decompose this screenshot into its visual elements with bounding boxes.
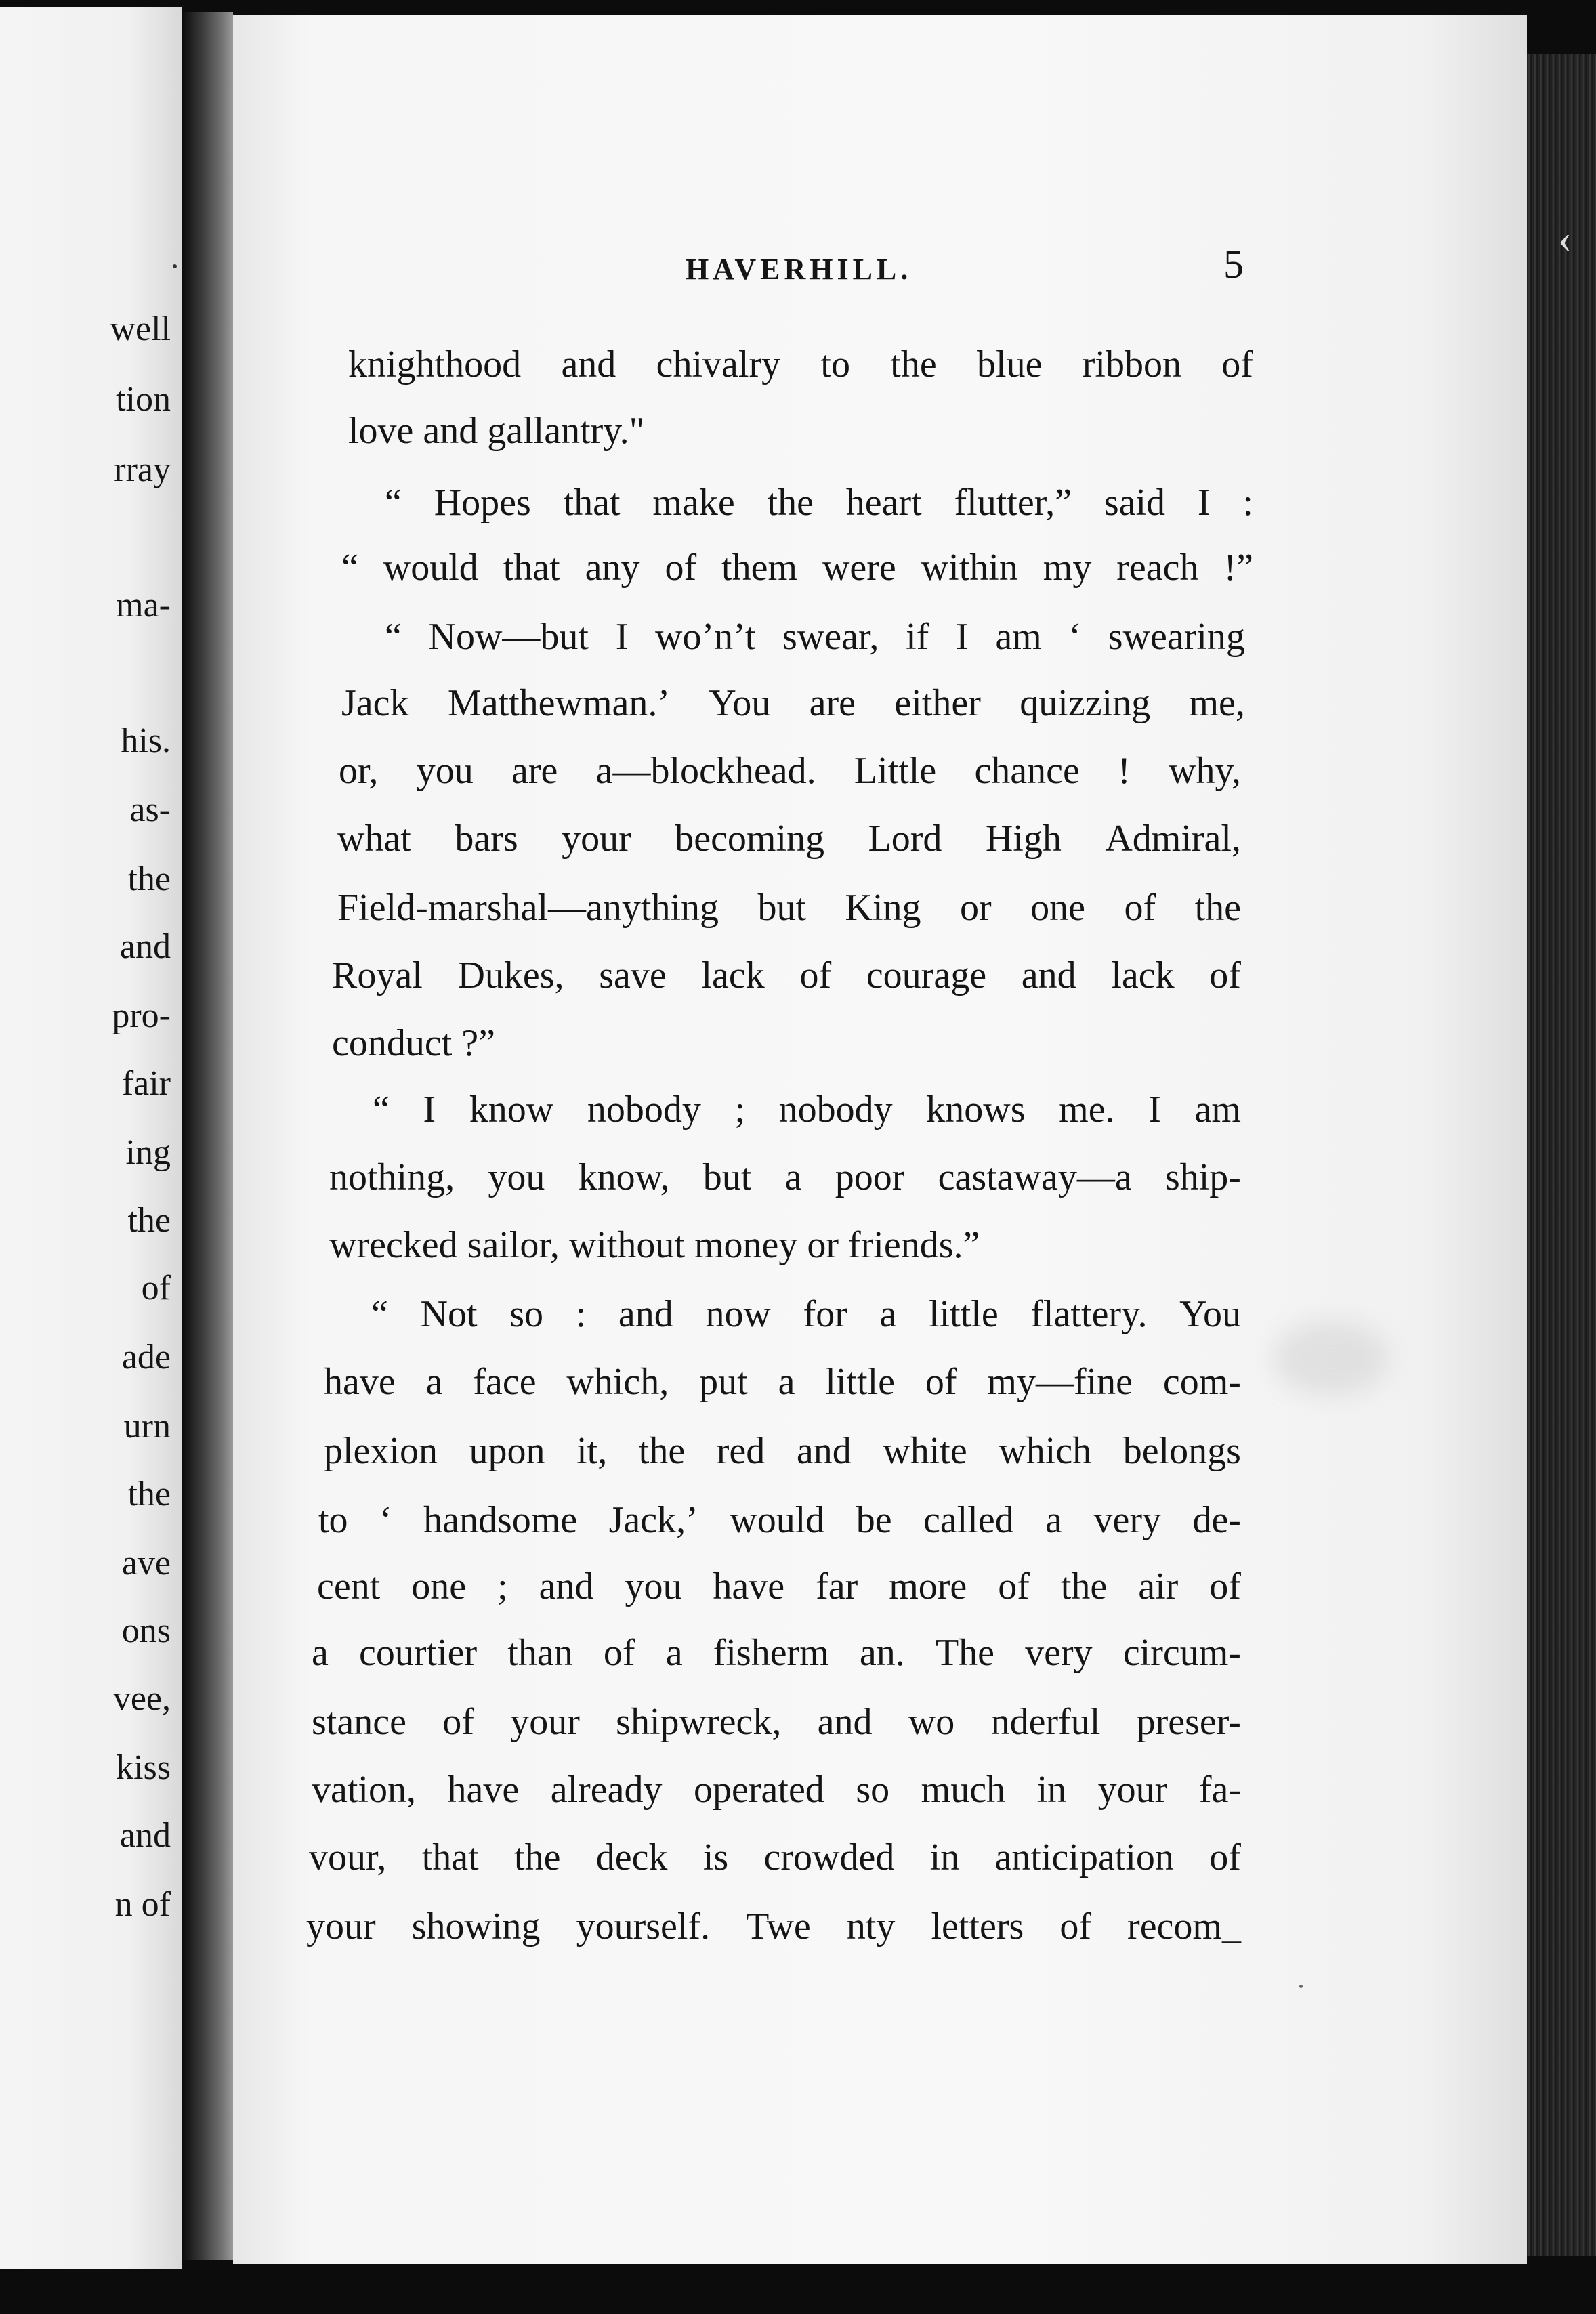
text-line: knighthood and chivalry to the blue ribbon of — [348, 343, 1253, 385]
left-page-fragment: ma- — [116, 586, 171, 625]
text-line: love and gallantry." — [348, 410, 645, 452]
text-line: conduct ?” — [332, 1022, 495, 1064]
text-line: Royal Dukes, save lack of courage and lack of — [332, 954, 1241, 996]
text-line: “ Not so : and now for a little flattery. You — [371, 1293, 1241, 1335]
left-page-fragment: kiss — [116, 1748, 171, 1787]
left-page-fragment: fair — [121, 1064, 171, 1103]
ink-speck — [1299, 1985, 1303, 1988]
left-page-fragment: as- — [129, 791, 171, 829]
text-line: “ I know nobody ; nobody knows me. I am — [373, 1089, 1241, 1131]
left-page-fragment: the — [127, 1475, 171, 1513]
text-line: nothing, you know, but a poor castaway—a ship- — [329, 1156, 1241, 1198]
text-line: Jack Matthewman.’ You are either quizzing me, — [341, 682, 1245, 724]
text-line: “ Now—but I wo’n’t swear, if I am ‘ swearing — [385, 616, 1245, 658]
text-line: vour, that the deck is crowded in anticipation of — [309, 1836, 1241, 1878]
left-page-fragment: vee, — [112, 1679, 171, 1718]
text-line: Field-marshal—anything but King or one of the — [337, 887, 1241, 929]
text-line: stance of your shipwreck, and wo nderful preser- — [312, 1701, 1241, 1743]
text-line: your showing yourself. Twe nty letters of recom_ — [306, 1906, 1241, 1948]
left-page-fragment: tion — [116, 380, 171, 419]
left-page-fragment: ons — [121, 1612, 171, 1650]
left-page-fragment: n of — [114, 1885, 171, 1924]
text-line: plexion upon it, the red and white which belongs — [324, 1430, 1241, 1472]
text-line: vation, have already operated so much in your fa- — [312, 1769, 1241, 1811]
left-page-fragment: the — [127, 1201, 171, 1240]
left-page-fragment: urn — [123, 1407, 171, 1446]
text-line: “ Hopes that make the heart flutter,” said I : — [385, 482, 1253, 524]
text-line: have a face which, put a little of my—fine com- — [324, 1361, 1241, 1403]
page-number: 5 — [1223, 242, 1244, 287]
text-line: cent one ; and you have far more of the air of — [317, 1565, 1241, 1607]
left-page-fragment: and — [119, 1816, 171, 1855]
text-line: or, you are a—blockhead. Little chance ! why, — [339, 750, 1241, 792]
left-page-fragment: of — [141, 1269, 171, 1307]
left-page-fragment: and — [119, 927, 171, 966]
text-line: wrecked sailor, without money or friends.” — [329, 1224, 980, 1266]
text-line: “ would that any of them were within my reach !” — [341, 547, 1253, 589]
left-page-fragment: well — [110, 310, 171, 348]
running-head: HAVERHILL. — [686, 253, 912, 286]
left-page-fragment: rray — [114, 450, 171, 489]
text-line: to ‘ handsome Jack,’ would be called a very de- — [318, 1499, 1241, 1541]
left-page-fragment: ave — [121, 1544, 171, 1582]
left-page-fragment: his. — [121, 721, 171, 760]
text-line: a courtier than of a fisherm an. The very circum- — [312, 1632, 1241, 1674]
left-page-fragment: ing — [125, 1133, 171, 1172]
left-page-fragment: ade — [121, 1338, 171, 1376]
left-page-fragment: pro- — [112, 996, 171, 1035]
edge-bracket-mark: ‹ — [1558, 216, 1572, 261]
text-line: what bars your becoming Lord High Admiral, — [337, 818, 1241, 860]
left-page-fragment: the — [127, 860, 171, 898]
